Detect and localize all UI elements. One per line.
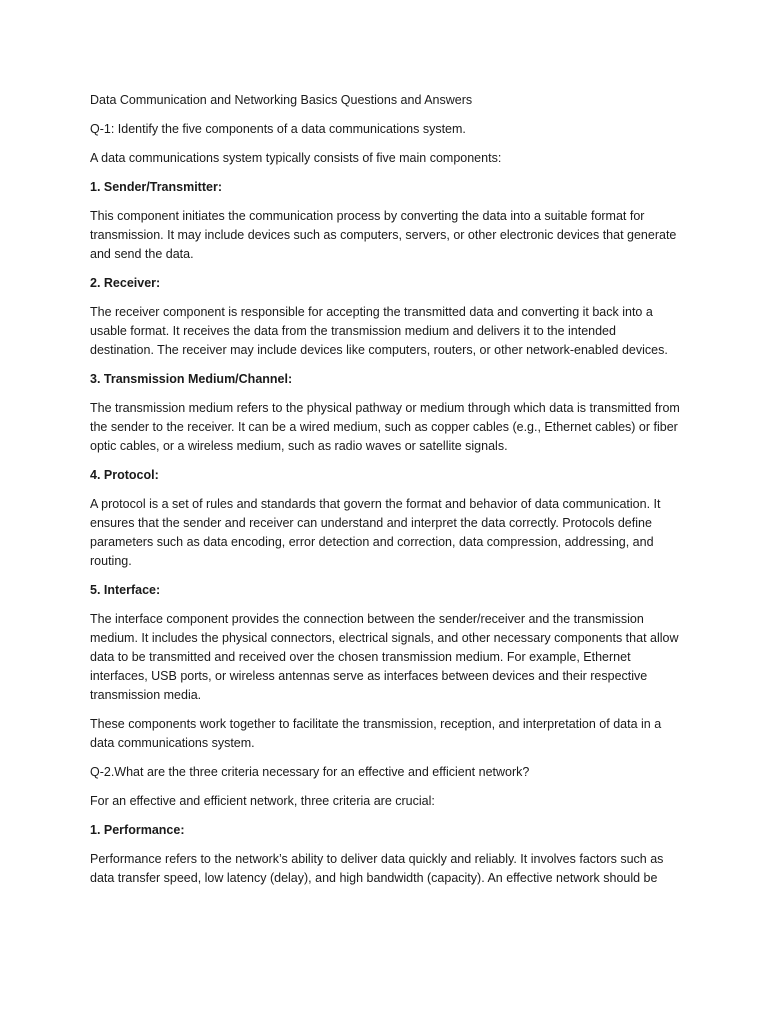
document-title: Data Communication and Networking Basics Questions and Answers [90,93,473,107]
question-1: Q-1: Identify the five components of a data communications system. [90,122,466,136]
question-1-conclusion: These components work together to facilitate the transmission, reception, and interpretation of data in a data communications system. [90,717,662,750]
section-heading-receiver: 2. Receiver: [90,276,161,290]
question-1-intro: A data communications system typically consists of five main components: [90,151,502,165]
section-body-protocol: A protocol is a set of rules and standards that govern the format and behavior of data communication. It ensures that the sender and receiver can understand and interpret the data correctly. Protocols define parameters such as data encoding, error detection and correction, data compression, addressing, and routing. [90,497,661,568]
section-body-receiver: The receiver component is responsible for accepting the transmitted data and converting it back into a usable format. It receives the data from the transmission medium and delivers it to the intended destination. The receiver may include devices like computers, routers, or other network-enabled devices. [90,305,668,357]
section-body-transmission-medium: The transmission medium refers to the physical pathway or medium through which data is transmitted from the sender to the receiver. It can be a wired medium, such as copper cables (e.g., Ethernet cables) or fiber optic cables, or a wireless medium, such as radio waves or satellite signals. [90,401,680,453]
section-heading-sender: 1. Sender/Transmitter: [90,180,222,194]
section-heading-interface: 5. Interface: [90,583,161,597]
section-body-performance: Performance refers to the network’s ability to deliver data quickly and reliably. It involves factors such as data transfer speed, low latency (delay), and high bandwidth (capacity). An effective network should be [90,852,664,885]
section-body-interface: The interface component provides the connection between the sender/receiver and the transmission medium. It includes the physical connectors, electrical signals, and other necessary components that allow data to be transmitted and received over the chosen transmission medium. For example, Ethernet interfaces, USB ports, or wireless antennas serve as interfaces between devices and their respective transmission media. [90,612,679,702]
section-heading-performance: 1. Performance: [90,823,185,837]
section-heading-protocol: 4. Protocol: [90,468,159,482]
section-heading-transmission-medium: 3. Transmission Medium/Channel: [90,372,293,386]
document-body [90,91,680,898]
question-2: Q-2.What are the three criteria necessary for an effective and efficient network? [90,765,530,779]
section-body-sender: This component initiates the communication process by converting the data into a suitable format for transmission. It may include devices such as computers, servers, or other electronic devices that generate and send the data. [90,209,677,261]
question-2-intro: For an effective and efficient network, three criteria are crucial: [90,794,435,808]
